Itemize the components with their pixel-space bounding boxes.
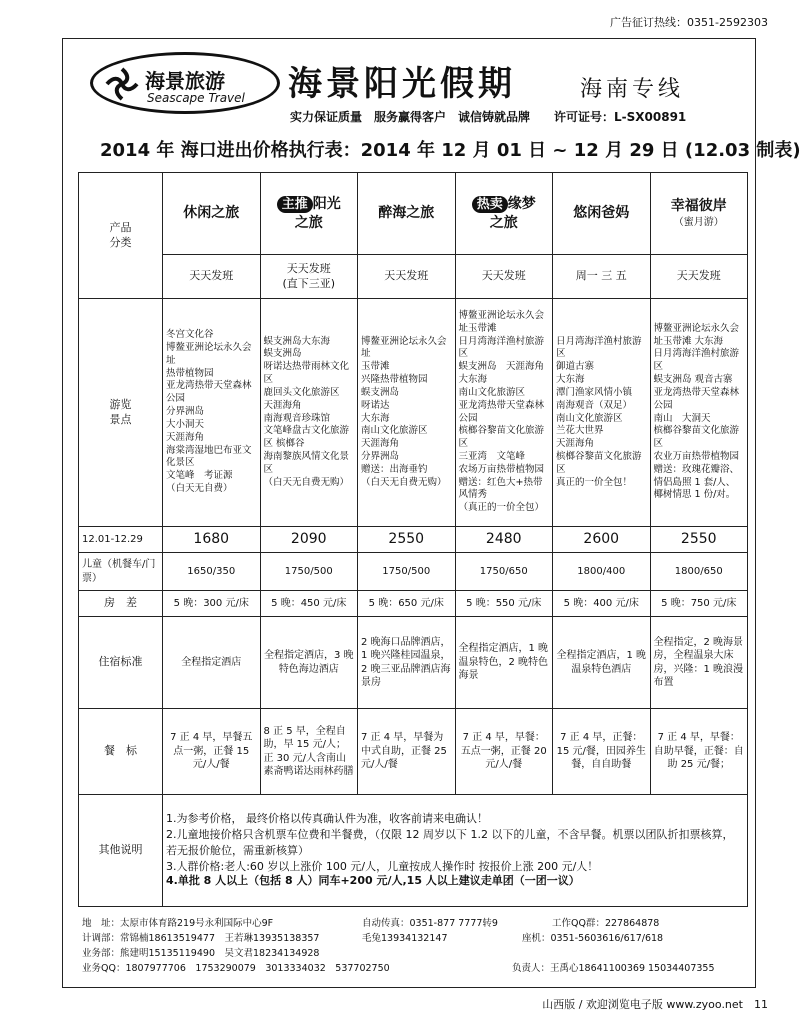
hotel-standard: 全程指定酒店，3 晚特色海边酒店: [260, 617, 358, 709]
room-diff: 5 晚：450 元/床: [260, 591, 358, 617]
hotel-standard: 全程指定酒店，1 晚温泉特色，2 晚特色海景: [455, 617, 553, 709]
price-value: 2550: [358, 527, 456, 553]
meal-standard: 7 正 4 早，早餐：自助早餐，正餐：自助 25 元/餐；: [650, 709, 748, 795]
spots-list: 博鳌亚洲论坛永久会址玉带滩 大东海 日月湾海洋渔村旅游区 蜈支洲岛 观音古寨 亚龙湾热带天堂森林公园 南山 大洞天 槟榔谷黎苗文化旅游区 农业万亩热带植物园 赠送：玫瑰花瓣浴、情侣島照 1 套/人、椰树情思 1 份/对。: [650, 299, 748, 527]
product-name: 热卖 缘梦 之旅: [455, 173, 553, 255]
notes-block: [163, 795, 748, 907]
child-label: 儿童（机餐车/门票）: [79, 553, 163, 591]
footer-contacts: [82, 916, 748, 976]
child-price: 1750/500: [358, 553, 456, 591]
child-price: 1800/400: [553, 553, 651, 591]
child-price: 1750/650: [455, 553, 553, 591]
category-label: 产品 分类: [79, 173, 163, 299]
notes-label: 其他说明: [79, 795, 163, 907]
departure-schedule: 周一 三 五: [553, 255, 651, 299]
price-headline: 2014 年 海口进出价格执行表：2014 年 12 月 01 日 ~ 12 月 29 日 (12.03 制表): [100, 140, 801, 161]
footer-address: 地 址：太原市体育路219号永利国际中心9F: [82, 918, 274, 929]
price-value: 2600: [553, 527, 651, 553]
spots-list: 日月湾海洋渔村旅游区 御道古寨 大东海 潭门渔家风情小镇 南海观音（双足） 南山文化旅游区 兰花大世界 天涯海角 槟榔谷黎苗文化旅游区 真正的一价全包！: [553, 299, 651, 527]
brand-logo: [90, 52, 280, 114]
hot-badge: 热卖: [472, 196, 508, 214]
meal-standard: 8 正 5 早，全程自助，早 15 元/人；正 30 元/人含南山素斋鸭诺达雨林药膳: [260, 709, 358, 795]
hotel-label: 住宿标准: [79, 617, 163, 709]
price-value: 2550: [650, 527, 748, 553]
meal-standard: 7 正 4 早，早餐五点一粥，正餐 15 元/人/餐: [163, 709, 261, 795]
brand-name-en: Seascape Travel: [147, 91, 245, 105]
room-diff-label: 房 差: [79, 591, 163, 617]
note-item: 4.单批 8 人以上（包括 8 人）同车+200 元/人,15 人以上建议走单团（一团一议）: [166, 874, 580, 888]
room-diff: 5 晚：400 元/床: [553, 591, 651, 617]
page-subtitle: 海南专线: [580, 77, 685, 102]
price-value: 2090: [260, 527, 358, 553]
hotel-standard: 全程指定酒店: [163, 617, 261, 709]
product-name: 悠闲爸妈: [553, 173, 651, 255]
price-value: 1680: [163, 527, 261, 553]
period-label: 12.01-12.29: [79, 527, 163, 553]
spots-list: 蜈支洲岛大东海 蜈支洲岛 呀诺达热带雨林文化区 鹿回头文化旅游区 天涯海角 南海观音珍珠馆 文笔峰盘古文化旅游区 槟榔谷 海南黎族风情文化景区 （白天无自费无购）: [260, 299, 358, 527]
departure-schedule: 天天发班: [650, 255, 748, 299]
product-name: 幸福彼岸 （蜜月游）: [650, 173, 748, 255]
room-diff: 5 晚：650 元/床: [358, 591, 456, 617]
product-name: 醉海之旅: [358, 173, 456, 255]
footer-fax: 自动传真：0351-877 7777转9: [362, 918, 498, 929]
note-item: 3.人群价格:老人:60 岁以上涨价 100 元/人，儿童按成人操作时 按报价上涨 200 元/人！: [166, 859, 599, 873]
note-item: 1.为参考价格， 最终价格以传真确认件为准，收客前请来电确认！: [166, 811, 488, 825]
footer-planners: 计调部：常锦楠18613519477 王若琳13935138357: [82, 933, 320, 944]
departure-schedule: 天天发班: [455, 255, 553, 299]
product-name: 主推 阳光 之旅: [260, 173, 358, 255]
spots-list: 冬宫文化谷 博鳌亚洲论坛永久会址 热带植物园 亚龙湾热带天堂森林公园 分界洲岛 大小洞天 天涯海角 海棠湾湿地巴布亚文化景区 文笔峰 考证源 （白天无自费）: [163, 299, 261, 527]
footer-manager: 毛兔13934132147: [362, 933, 448, 944]
page-title: 海景阳光假期: [288, 64, 516, 104]
brand-name-cn: 海景旅游: [145, 69, 225, 93]
hotel-standard: 全程指定，2 晚海景房，全程温泉大床房，兴隆：1 晚浪漫布置: [650, 617, 748, 709]
departure-schedule: 天天发班 (直下三亚): [260, 255, 358, 299]
price-table: [78, 172, 748, 907]
footer-responsible: 负责人：王禹心18641100369 15034407355: [512, 963, 715, 974]
page-info: 山西版 / 欢迎浏览电子版 www.zyoo.net 11: [542, 998, 768, 1011]
ad-hotline: 广告征订热线：0351-2592303: [610, 16, 768, 29]
departure-schedule: 天天发班: [358, 255, 456, 299]
hotel-standard: 2 晚海口品牌酒店，1 晚兴隆桂园温泉，2 晚三亚品牌酒店海景房: [358, 617, 456, 709]
footer-qq-work: 工作QQ群：227864878: [552, 918, 660, 929]
footer-sales: 业务部：熊建明15135119490 吴文君18234134928: [82, 948, 320, 959]
meal-label: 餐 标: [79, 709, 163, 795]
footer-landline: 座机：0351-5603616/617/618: [522, 933, 664, 944]
meal-standard: 7 正 4 早，早餐：五点一粥，正餐 20 元/人/餐: [455, 709, 553, 795]
swirl-logo-icon: [105, 67, 139, 101]
meal-standard: 7 正 4 早，正餐：15 元/餐，田园养生餐，自自助餐: [553, 709, 651, 795]
spots-list: 博鳌亚洲论坛永久会址玉带滩 日月湾海洋渔村旅游区 蜈支洲岛 天涯海角 大东海 南山文化旅游区 亚龙湾热带天堂森林公园 槟榔谷黎苗文化旅游区 三亚湾 文笔峰 农场万亩热带植物园 赠送：红色大+热带风情秀 （真正的一价全包）: [455, 299, 553, 527]
footer-sales-qq: 业务QQ：1807977706 1753290079 3013334032 537702750: [82, 963, 390, 974]
hotel-standard: 全程指定酒店，1 晚温泉特色酒店: [553, 617, 651, 709]
featured-badge: 主推: [277, 196, 313, 214]
meal-standard: 7 正 4 早，早餐为中式自助，正餐 25 元/人/餐: [358, 709, 456, 795]
spots-label: 游览 景点: [79, 299, 163, 527]
room-diff: 5 晚：550 元/床: [455, 591, 553, 617]
departure-schedule: 天天发班: [163, 255, 261, 299]
product-name: 休闲之旅: [163, 173, 261, 255]
child-price: 1750/500: [260, 553, 358, 591]
room-diff: 5 晚：750 元/床: [650, 591, 748, 617]
slogan: 实力保证质量 服务赢得客户 诚信铸就品牌 许可证号：L-SX00891: [290, 110, 687, 124]
child-price: 1650/350: [163, 553, 261, 591]
child-price: 1800/650: [650, 553, 748, 591]
room-diff: 5 晚：300 元/床: [163, 591, 261, 617]
spots-list: 博鳌亚洲论坛永久会址 玉带滩 兴隆热带植物园 蜈支洲岛 呀诺达 大东海 南山文化旅游区 天涯海角 分界洲岛 赠送：出海垂钓 （白天无自费无购）: [358, 299, 456, 527]
note-item: 2.儿童地接价格只含机票车位费和半餐费，（仅限 12 周岁以下 1.2 以下的儿童，不含早餐。机票以团队折扣票核算，若无报价舱位，需重新核算）: [166, 827, 734, 858]
price-value: 2480: [455, 527, 553, 553]
